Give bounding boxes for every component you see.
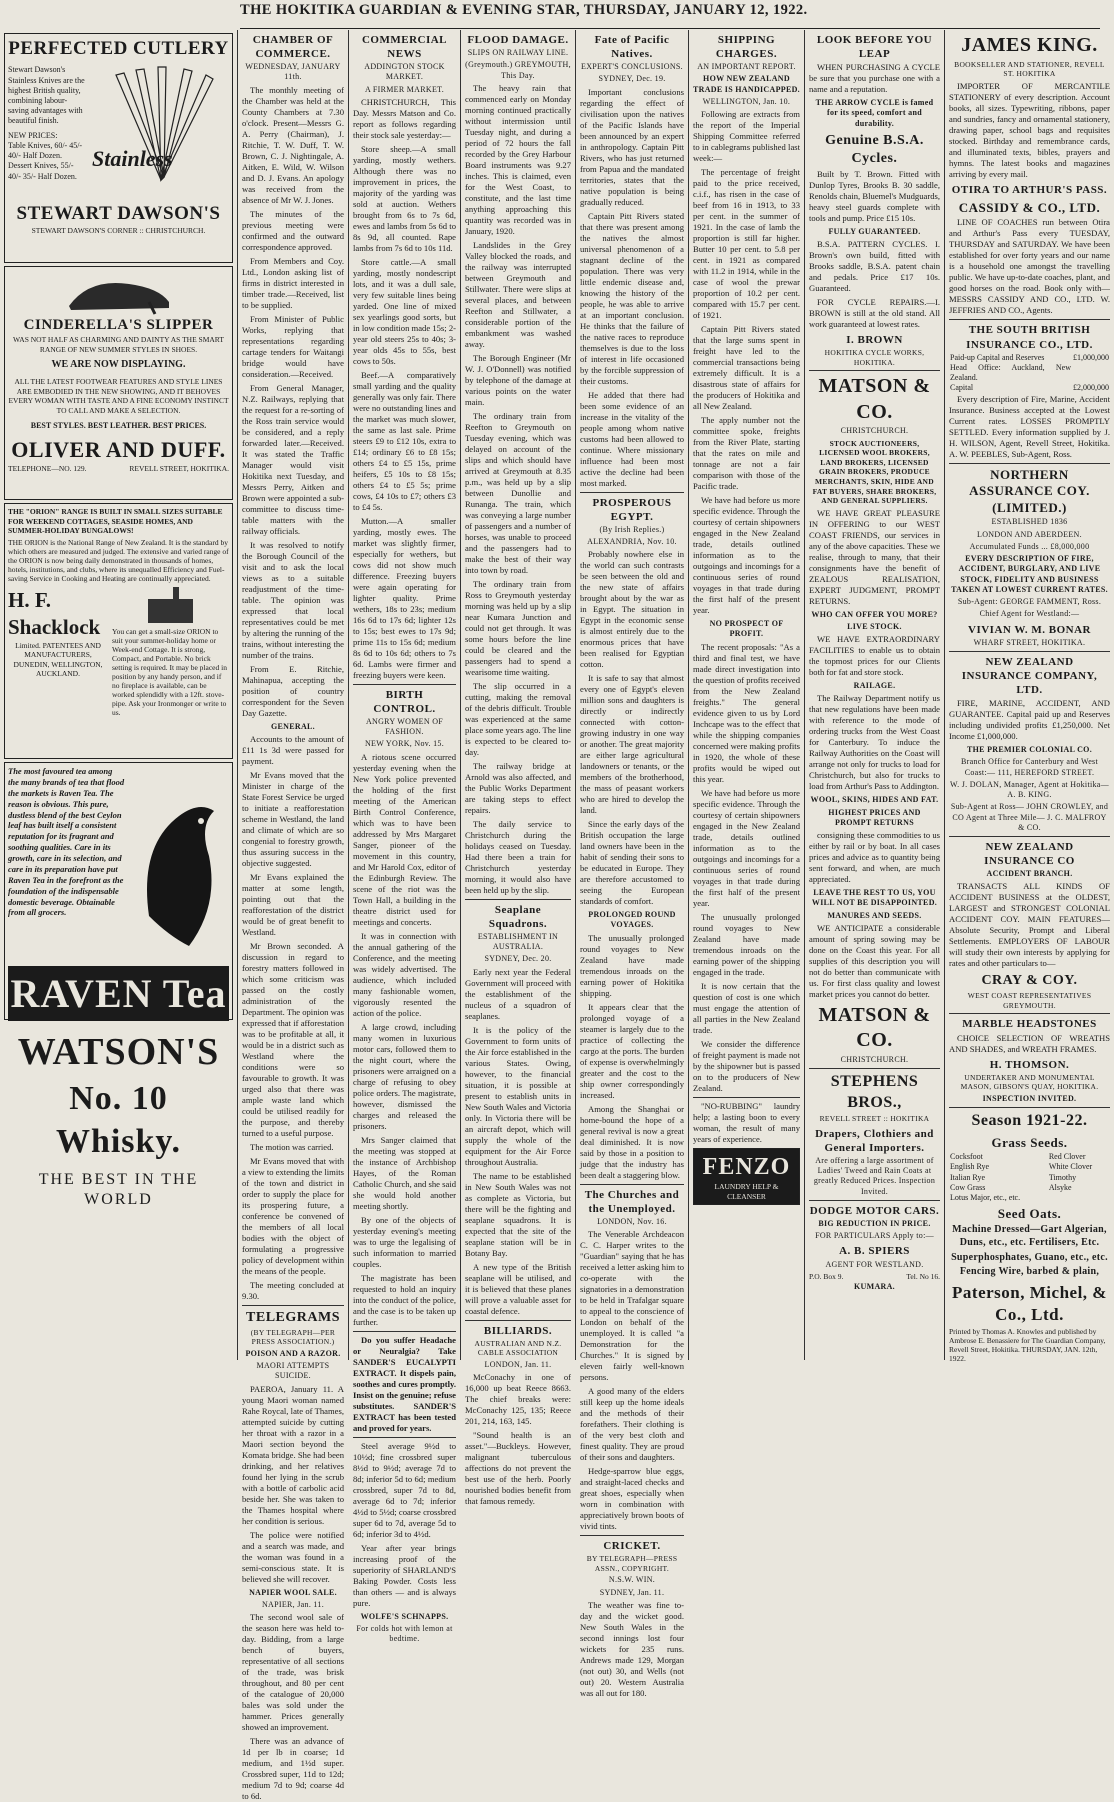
chamber-p3: From Members and Coy. Ltd., London asking list of firms in district interested in timber trade.—Received, list to be supplied. <box>242 255 344 310</box>
spiers-tel: Tel. No 16. <box>906 1271 940 1281</box>
sb-row1-label: Head Office: Auckland, New Zealand. <box>950 362 1071 383</box>
birth-p2: It was in connection with the annual gathering of the Conference, and the meeting was widely advertised. The audience, which included many fashionable women, vigorously resented the action of the police. <box>353 930 456 1018</box>
northern-subagent: Sub-Agent: GEORGE FAMMENT, Ross. <box>957 597 1102 607</box>
cassidy-name: CASSIDY & CO., LTD. <box>958 199 1101 215</box>
commercial-heading: COMMERCIAL NEWS <box>361 34 448 61</box>
grass-seeds-heading: Grass Seeds. <box>991 1134 1068 1150</box>
seaplane-p1: Early next year the Federal Government will proceed with the establishment of the nucleus of a squadron of seaplanes. <box>465 966 571 1021</box>
cricket-p1: The weather was fine to-day and the wicket good. New South Wales in the second innings lost four wickets for 235 runs. Andrews made 129, Morgan (not out) 30, and Wells (not out) 20. Western Australia was all out for 180. <box>580 1599 684 1698</box>
billiards-date: LONDON, Jan. 11. <box>484 1359 552 1369</box>
sb-row2-label: Capital <box>950 383 974 393</box>
new-york-date: NEW YORK, Nov. 15. <box>364 739 445 749</box>
look-text: WHEN PURCHASING A CYCLE be sure that you purchase one with a name and a reputation. <box>809 62 940 95</box>
churches-p3: Hedge-sparrow blue eggs, and straight-laced checks and great shoes, especially when worn in combination with appreciatively brown boots of vivid tints. <box>580 1466 684 1532</box>
shacklock-text: You can get a small-size ORION to suit your summer-holiday home or Week-end Cottage. It is strong, Compact, and Portable. No brick setting is required. It may be placed in position by any handy person, and if no fireplace is available, can be worked splendidly with a 12ft. stove-pipe. Ask your Ironmonger or write to us. <box>112 626 227 717</box>
commercial-p2: Store sheep.—A small yarding, mostly wethers. Although there was no improvement in prices, the majority of the yarding was sold at auction. Wethers brought from 6s to 7s 6d, ewes and lambs from 5s 6d to 8s 9d, all counted. Rape lambs from 7s 6d to 10s 11d. <box>353 143 456 253</box>
sanders-ad: Do you suffer Headache or Neuralgia? Take SANDER'S EUCALYPTI EXTRACT. It dispels pain, soothes and cures promptly. Insist on the genuine; refuse substitutes. SANDER'S EXTRACT has been tested and proved for years. <box>353 1334 456 1433</box>
column-pacific <box>576 30 688 1698</box>
shipping-p8: The unusually prolonged round voyages to New Zealand have made tremendous inroads on the earning power of the shipping engaged in the trade. <box>693 911 800 977</box>
egypt-p5: It appears clear that the prolonged voyage of a steamer is largely due to the practice of collecting the cargo at the ports. The burden of expense is overwhelmingly greater and the cost to the ship owner correspondingly increased. <box>580 1001 684 1100</box>
orion-text: THE ORION is the National Range of New Zealand. It is the standard by which others are measured and judged. The extensive and varied range of the ORION is now being daily demonstrated in thousands of homes, hotels, institutions, and clubs, where its unequalled Efficiency and Fuel-saving Service in Cooking and Heating are continually appreciated. <box>8 537 229 583</box>
reduction-text: BIG REDUCTION IN PRICE. <box>818 1218 931 1228</box>
northern-funds: Accumulated Funds ... £8,000,000 <box>969 541 1090 551</box>
stephens-name: STEPHENS BROS., <box>830 1073 919 1111</box>
bsa-text: Built by T. Brown. Fitted with Dunlop Tyres, Brooks B. 30 saddle, Renolds chain, Bluemel's Mudguards, heavy steel guards complete with tools and pump. Price £15 10s. <box>809 168 940 223</box>
chamber-p4: From Minister of Public Works, replying that representations regarding cartage tenders for Waitangi bridge would have consideration.—Received. <box>242 313 344 379</box>
shipping-p9: It is now certain that the question of cost is one which must engage the attention of all parties in the New Zealand trade. <box>693 980 800 1035</box>
chamber-p8: Accounts to the amount of £11 1s 3d were passed for payment. <box>242 733 344 766</box>
shipping-p4: The apply number not the committee spoke, freights from the River Plate, starting that the rates on mile and tonnage are not a fair comparison with those of the Pacific trade. <box>693 415 800 492</box>
king-sub: BOOKSELLER AND STATIONER, REVELL ST. HOKITIKA <box>954 59 1105 79</box>
cinderella-ad <box>4 266 233 500</box>
telegrams-heading: TELEGRAMS <box>246 1309 340 1325</box>
seed-r4-c1 <box>1048 1193 1110 1203</box>
fenzo-logo: FENZO <box>702 1153 791 1180</box>
oliver-telephone: TELEPHONE—NO. 129. <box>8 463 87 473</box>
angry-women-heading: ANGRY WOMEN OF FASHION. <box>365 717 444 737</box>
arrow-cycle: THE ARROW CYCLE is famed for its speed, comfort and durability. <box>815 98 934 128</box>
pacific-p3: He added that there had been some evidence of an increase in the vitality of the people among whom native customs had been allowed to continue. Where missionary influence had been most active the decline had been most marked. <box>580 389 684 488</box>
raven-tea-ad <box>4 762 233 1020</box>
flood-p7: The railway bridge at Arnold was also affected, and the Public Works Department are taking steps to effect repairs. <box>465 760 571 815</box>
commercial-sub: ADDINGTON STOCK MARKET. <box>364 62 445 82</box>
shacklock-name: H. F. Shacklock <box>8 587 101 639</box>
spiers-box: P.O. Box 9. <box>809 1271 844 1281</box>
stove-illustration <box>143 587 198 627</box>
seed-r1-c0: English Rye <box>950 1162 990 1172</box>
napier-p2: There was an advance of 1d per lb in coarse; 1d medium, and 1½d super. Crossbred super, 11d to 12d; medium 7d to 9d; coarse 4d to 6d. <box>242 1736 344 1802</box>
fully-guaranteed: FULLY GUARANTEED. <box>828 226 921 236</box>
thomson-name: H. THOMSON. <box>989 1058 1070 1071</box>
accident-branch: ACCIDENT BRANCH. <box>986 869 1073 879</box>
egypt-sub: (By Irish Replies.) <box>599 524 665 534</box>
fenzo-sub: LAUNDRY HELP & CLEANSER <box>714 1182 779 1201</box>
egypt-p6: Among the Shanghai or home-bound the hope of a general revival is now a great deal diminished. It is now said by those in a position to judge that the industry has been dealt a staggering blow. <box>580 1103 684 1180</box>
birth-p5: By one of the objects of yesterday evening's meeting was to urge the legalising of such information to married couples. <box>353 1214 456 1269</box>
raven-tea-logo: RAVEN Tea <box>8 966 229 1021</box>
matson-text: STOCK AUCTIONEERS, LICENSED WOOL BROKERS, LAND BROKERS, LICENSED GRAIN BROKERS, PRODUCE MERCHANTS, SKIN, HIDE AND FAT BUYERS, SHARE BROKERS, AND GENERAL SUPPLIERS. <box>812 438 937 506</box>
otira-heading: OTIRA TO ARTHUR'S PASS. <box>951 183 1108 196</box>
birth-control-heading: BIRTH CONTROL. <box>373 688 436 715</box>
gray-sub: WEST COAST REPRESENTATIVES GREYMOUTH. <box>967 991 1092 1010</box>
look-heading: LOOK BEFORE YOU LEAP <box>816 34 933 61</box>
drapers-heading: Drapers, Clothiers and General Importers. <box>815 1127 934 1154</box>
chamber-p12: The motion was carried. <box>250 1141 334 1152</box>
northern-heading: NORTHERN ASSURANCE COY. (LIMITED.) <box>969 466 1090 515</box>
shacklock-sub: Limited. PATENTEES AND MANUFACTURERS, DUNEDIN, WELLINGTON, AUCKLAND. <box>13 640 103 679</box>
cutlery-price-0: NEW PRICES: <box>8 130 58 140</box>
flood-p8: The daily service to Christchurch during the holidays ceased on Tuesday. Had there been a train for Christchurch yesterday morning, it would also have been held up by the slip. <box>465 818 571 895</box>
shipping-heading: SHIPPING CHARGES. <box>715 34 778 61</box>
slipper-illustration <box>59 270 179 316</box>
masthead: THE HOKITIKA GUARDIAN & EVENING STAR, THURSDAY, JANUARY 12, 1922. <box>240 2 1100 29</box>
chamber-p7: From E. Ritchie, Mahinapua, accepting the position of country correspondent for the Seven Day Gazette. <box>242 663 344 718</box>
shipping-p5: We have had before us more specific evidence. Through the courtesy of certain shipowners engaged in the New Zealand trade, details outlined information as to the outgoings and incomings for a continuous series of round voyages in that trade during the first half of the present year. <box>693 495 800 616</box>
cutlery-title: PERFECTED CUTLERY <box>8 38 229 59</box>
cinderella-line: WAS NOT HALF AS CHARMING AND DAINTY AS THE SMART RANGE OF NEW SUMMER STYLES IN SHOES. <box>13 335 224 354</box>
egypt-p4: The unusually prolonged round voyages to New Zealand have made tremendous inroads on the earning power of Hokitika shipping. <box>580 932 684 998</box>
brown-name: I. BROWN <box>846 333 903 346</box>
chamber-p10: Mr Evans explained the matter at some length, pointing out that the reafforestation of the district would be of great benefit to Westland. <box>242 871 344 937</box>
printer-imprint: Printed by Thomas A. Knowles and published by Ambrose E. Benassiere for The Guardian Company, Revell Street, Hokitika. THURSDAY, JAN. 12th, 1922. <box>949 1326 1106 1363</box>
napier-date: NAPIER, Jan. 11. <box>261 1599 325 1609</box>
bsa-fittings: B.S.A. PATTERN CYCLES. I. Brown's own build, fitted with Brooks saddle, B.S.A. patent chain and pedals. Price £17 10s. Guaranteed. <box>809 238 940 293</box>
chamber-p6: It was resolved to notify the Borough Council of the visit and to ask the local views as to a suitable readjustment of the time-table. The opinion was expressed that local representatives could be met by altering the running of the trains, without interesting the number of the trains. <box>242 539 344 660</box>
nz-insurance-title: NEW ZEALAND INSURANCE COMPANY, LTD. <box>961 655 1098 697</box>
marble-text: CHOICE SELECTION OF WREATHS AND SHADES, and WREATH FRAMES. <box>949 1032 1110 1054</box>
seaplane-sub: ESTABLISHMENT IN AUSTRALIA. <box>477 931 559 952</box>
billiards-sub: AUSTRALIAN AND N.Z. CABLE ASSOCIATION <box>474 1338 562 1358</box>
chamber-heading: CHAMBER OF COMMERCE. <box>252 34 334 61</box>
transacts-text: TRANSACTS ALL KINDS OF ACCIDENT BUSINESS at the OLDEST, LARGEST and STRONGEST COLONIAL ACCIDENT COY. MAIN FEATURES—Absolute Security, Prompt and Liberal Settlements. EMPLOYERS OF LABOUR will study their own interests by applying for rates and other particulars to— <box>949 881 1110 969</box>
column-ads-right <box>945 30 1114 1363</box>
vivian-sub: WHARF STREET, HOKITIKA. <box>973 637 1086 647</box>
commercial-p1: CHRISTCHURCH, This Day. Messrs Matson and Co. report as follows regarding their stock sale yesterday:— <box>353 96 456 140</box>
flood-p1: The heavy rain that commenced early on Monday morning continued practically without intermission until Tuesday night, and during a period of 72 hours the fall recorded by the Grey Harbour Board instruments was 9.27 inches. This is claimed, even for the West Coast, to constitute, and the last time anything approaching this quantity was recorded was in January, 1920. <box>465 82 571 236</box>
chamber-p2: The minutes of the previous meeting were confirmed and the outward correspondence approved. <box>242 208 344 252</box>
pacific-sub: EXPERT'S CONCLUSIONS. <box>581 62 683 72</box>
orion-title: THE "ORION" RANGE IS BUILT IN SMALL SIZES SUITABLE FOR WEEKEND COTTAGES, SEASIDE HOMES, AND SUMMER-HOLIDAY BUNGALOWS! <box>8 507 223 536</box>
northern-established: ESTABLISHED 1836 <box>991 517 1068 527</box>
fencing-text: Fencing Wire, barbed & plain, <box>959 1266 1100 1278</box>
pacific-p2: Captain Pitt Rivers stated that there was present among the natives the almost universal phenomenon of a stagnant decline of the population. There was very little endemic disease and, knowing the history of the people, he was able to arrive at an important conclusion. He thinks that the failure of the native races to reproduce themselves is due to the loss of interest in life occasioned by the forcible suppression of their customs. <box>580 210 684 386</box>
highest-heading: HIGHEST PRICES AND PROMPT RETURNS <box>828 807 921 827</box>
cinderella-title: CINDERELLA'S SLIPPER <box>23 317 214 333</box>
churches-p2: A good many of the elders still keep up the home ideals and the methods of their forefathers. Their clothing is of the very best cloth and finest quality. They are proud of their sons and daughters. <box>580 1386 684 1463</box>
nz-insurance-text: FIRE, MARINE, ACCIDENT, AND GUARANTEE. Capital paid up and Reserves including undivided profits £1,250,000. Net Income £1,000,000. <box>949 698 1110 742</box>
flood-p3: The Borough Engineer (Mr W. J. O'Donnell) was notified by telephone of the damage at various points on the water main. <box>465 352 571 407</box>
column-flood <box>461 30 575 1507</box>
general-heading: GENERAL. <box>271 721 315 731</box>
wolfe-sub: For colds hot with lemon at bedtime. <box>356 1623 453 1644</box>
manure-heading: MANURES AND SEEDS. <box>827 910 922 920</box>
cutlery-text: Stewart Dawson's Stainless Knives are the highest British quality, combining labour-saving advantages with beautiful finish. <box>8 65 85 126</box>
cutlery-price-2: Dessert Knives, 55/- 40/- 35/- Half Dozen. <box>8 161 77 181</box>
shipping-p2: The percentage of freight paid to the price received, c.i.f., has risen in the case of beef from 16 in 1913, to 33 per cent. in the summer of 1921. In the case of lamb the proportion is still far higher. Butter 10 per cent. to 5.8 per cent. in 1921 as compared with 11.2 in 1914, while in the case of wool the prewar proportion of 10.2 per cent. compared with 15.7 per cent. of 1921. <box>693 167 800 321</box>
birth-p4: Mrs Sanger claimed that the meeting was stopped at the instance of Archbishop Hayes, of the Roman Catholic Church, and she said she would hold another meeting shortly. <box>353 1134 456 1211</box>
matson-name-2: MATSON & CO. <box>818 1003 931 1052</box>
prolonged-heading: PROLONGED ROUND VOYAGES. <box>588 910 676 930</box>
buckley-ad: "Sound health is an asset."—Buckleys. However, malignant tuberculous affections do not prevent the best use of the herb. Poorly nourished bodies benefit from that famous remedy. <box>465 1430 571 1507</box>
repairs-text: FOR CYCLE REPAIRS.—I. BROWN is still at the old stand. All work guaranteed at lowest rates. <box>809 296 940 329</box>
wool-prices: Steel average 9½d to 10½d; fine crossbred super 8½d to 9½d; average 7d to 8d; inferior 5d to 6d; medium crossbred, super 7d to 8d, average 6d to 7d; inferior 4½d to 5½d; coarse crossbred super 6d to 7d, average 5d to 6d; inferior 3d to 4½d. <box>353 1440 456 1539</box>
churches-p1: The Venerable Archdeacon C. C. Harper writes to the "Guardian" saying that he has received a letter asking him to co-operate with the signatories in a demonstration to be held in Trafalgar square to appeal to the conscience of London on behalf of the unemployed. It is called "a Demonstration for the Churches." It is signed by eleven fairly well-known persons. <box>580 1229 684 1383</box>
paterson-name: Paterson, Michel, & Co., Ltd. <box>952 1283 1107 1324</box>
churches-heading: The Churches and the Unemployed. <box>584 1188 680 1215</box>
cutlery-price-1: Table Knives, 60/- 45/- 40/- Half Dozen. <box>8 140 83 161</box>
billiards-p1: McConachy in one of 16,000 up beat Reece 8663. The chief breaks were: McConachy 125, 135; Reece 201, 214, 163, 145. <box>465 1372 571 1427</box>
matson-pleasure: WE HAVE GREAT PLEASURE IN OFFERING to our WEST COAST FRIENDS, our services in any of the above capacities. These we realise, through to many, that their consignments have the benefit of ZEALOUS REALISATION, EXPERT JUDGMENT, PROMPT RETURNS. <box>809 507 940 606</box>
stewart-sub: STEWART DAWSON'S CORNER :: CHRISTCHURCH. <box>31 226 206 236</box>
fenzo-ad <box>693 1148 800 1206</box>
northern-chief: Chief Agent for Westland:— <box>979 609 1080 619</box>
leave-text: LEAVE THE REST TO US, YOU WILL NOT BE DISAPPOINTED. <box>811 888 938 908</box>
egypt-date: ALEXANDRIA, Nov. 10. <box>587 537 677 547</box>
napier-p1: The second wool sale of the season here was held to-day. Bidding, from a large bench of buyers, representative of all sections of the trade, was brisk throughout, and 80 per cent of the catalogue of 20,000 bales was sold under the hammer. Prices generally showed an improvement. <box>242 1612 344 1733</box>
cassidy-text: LINE OF COACHES run between Otira and Arthur's Pass every TUESDAY, THURSDAY and SATURDAY. We have been established for over forty years and our name is a household one amongst the travelling public. We have up-to-date coaches, plant, and good horses on the road. Book only with— MESSRS CASSIDY AND CO., LTD. W. JEFFRIES AND CO., Agents. <box>949 217 1110 316</box>
seed-r3-c0: Cow Grass <box>950 1182 986 1192</box>
churches-date: LONDON, Nov. 16. <box>597 1216 667 1226</box>
column-ads-left <box>0 30 237 1360</box>
birth-p3: A large crowd, including many women in luxurious motor cars, followed them to the night court, where the prisoners were arraigned on a charge of refusing to obey police orders. The magistrate, however, dismissed the charges and released the prisoners. <box>353 1021 456 1131</box>
seaplane-p2: It is the policy of the Government to form units of the Air force established in the various States. Owing, however, to the financial situation, it is possible at present to establish units in New South Wales and Victoria only. In Victoria there will be an aircraft depot, which will supply the whole of the equipment for the Air Force throughout Australia. <box>465 1024 571 1167</box>
inspection-text: INSPECTION INVITED. <box>982 1093 1077 1103</box>
commercial-p4: Beef.—A comparatively small yarding and the quality generally was only fair. There were no outstanding lines and the market was much slower, the same as last sale. Prime steers £9 to £12 10s, extra to £14; ordinary £6 to £8 15s; others £4 to £5 15s, prime heifers, £5 10s to £8 15s; others £4 to £5 5s; prime cows, £4 10s to £7; others £3 to £4 5s. <box>353 369 456 512</box>
column-chamber <box>238 30 348 1802</box>
egypt-p1: Probably nowhere else in the world can such contrasts be seen between the old and the new state of affairs brought about by the war as in Egypt. The situation in Egypt in the economic sense is almost entirely due to the enormous prices that have been realised for Egyptian cotton. <box>580 549 684 670</box>
matson-name: MATSON & CO. <box>818 375 931 423</box>
chamber-p14: The meeting concluded at 9.30. <box>242 1279 344 1301</box>
matson-city: CHRISTCHURCH. <box>840 426 909 436</box>
sb-row2-value: £2,000,000 <box>1073 383 1109 393</box>
flood-p6: The slip occurred in a cutting, making the removal of the debris difficult. Trouble was experienced at the same place some years ago. The line is expected to be cleared to-day. <box>465 680 571 757</box>
shipping-p6: The recent proposals: "As a third and final test, we have made direct investigation into the question of profits received from the New Zealand freights." The general evidence given to us by Lord Inchcape was to the effect that while the shipping companies concerned were making profits in 1920, the whole of these profits would be wiped out this year. <box>693 641 800 784</box>
seed-r2-c1: Timothy <box>1048 1172 1077 1182</box>
shipping-sub2: HOW NEW ZEALAND TRADE IS HANDICAPPED. <box>693 74 800 94</box>
railage-heading: RAILAGE. <box>853 681 896 691</box>
flood-p4: The ordinary train from Reefton to Greymouth on Tuesday evening, which was delayed on account of the slips and which should have arrived at Greymouth at 8.35 p.m., was held up by a slip between Dunollie and Runanga. The train, which was conveying a large number of passengers and a number of horses, was unable to proceed and the passengers had to make the best of their way into town by road. <box>465 410 571 575</box>
king-name: JAMES KING. <box>961 34 1098 56</box>
sb-row0-value: £1,000,000 <box>1073 352 1109 362</box>
oliver-address: REVELL STREET, HOKITIKA. <box>129 463 229 473</box>
egypt-p3: Since the early days of the British occupation the large land owners have been in the habit of sending their sons to be educated in Europe. They are therefore accustomed to seeing the European standards of comfort. <box>580 819 684 907</box>
footwear-text: ALL THE LATEST FOOTWEAR FEATURES AND STYLE LINES ARE EMBODIED IN THE NEW SHOWING, AND IT BEHOVES EVERY WOMAN WITH TASTE AND A FINE ECONOMY INSTINCT TO CALL AND MAKE A SELECTION. <box>8 377 229 415</box>
displaying-text: WE ARE NOW DISPLAYING. <box>51 359 186 371</box>
bsa-heading: Genuine B.S.A. Cycles. <box>825 132 924 166</box>
stephens-address: REVELL STREET :: HOKITIKA <box>819 1114 930 1124</box>
pacific-p1: Important conclusions regarding the effect of civilisation upon the natives of the Pacific Islands have been announced by an expert in anthropology. Captain Pitt Rivers, who has just returned from Papua and the mandated territories, states that the native population is being gradually reduced. <box>580 86 684 207</box>
grass-seeds-table <box>949 1152 1110 1203</box>
watsons-name: WATSON'S <box>17 1031 220 1073</box>
best-line: BEST STYLES. BEST LEATHER. BEST PRICES. <box>30 420 207 430</box>
super-text: Superphosphates, Guano, etc., etc. <box>951 1251 1108 1263</box>
seed-oats-heading: Seed Oats. <box>997 1206 1062 1222</box>
stainless-wordmark: Stainless <box>92 146 173 172</box>
particulars-text: FOR PARTICULARS Apply to:— <box>815 1231 934 1241</box>
seed-r0-c0: Cocksfoot <box>950 1152 983 1162</box>
south-british-table <box>949 353 1110 394</box>
shipping-p7: We have had before us more specific evidence. Through the courtesy of certain shipowners engaged in the New Zealand trade, details outlined information as to the outgoings and incomings for a continuous series of round voyages in that trade during the first half of the present year. <box>693 787 800 908</box>
seaplane-p3: The name to be established in New South Wales was not as complete as Victoria, but there will be the fighting and seaplane squadrons. It is expected that the site of the seaplane station will be in Botany Bay. <box>465 1170 571 1258</box>
thomson-sub: UNDERTAKER AND MONUMENTAL MASON, GIBSON'S QUAY, HOKITIKA. <box>960 1072 1099 1092</box>
chamber-date: WEDNESDAY, JANUARY 11th. <box>245 62 341 82</box>
chamber-p11: Mr Brown seconded. A discussion in regard to forestry matters followed in which some criticism was passed on the costly administration of the Department. The opinion was expressed that if afforestation was to be profitable at all, it would be in a district such as Westland where the conditions were so favourable to growth. It was urged also that there was ample waste land which could be utilised readily for the purpose, and thereby turned to a useful purpose. <box>242 940 344 1138</box>
commercial-p3: Store cattle.—A small yarding, mostly nondescript lots, and it was a dull sale, very few suitable lines being yarded. One line of mixed sex yearlings good sorts, but in low condition made 15s; 2-year old steers 25s to 40s; 3-year olds 45s to 55s, best cows to 50s. <box>353 256 456 366</box>
matson-who: WHO CAN OFFER YOU MORE? <box>811 609 938 619</box>
egypt-p2: It is safe to say that almost every one of Egypt's eleven million sons and daughters is directly or indirectly connected with cotton-growing industry in one way or another. The great majority are either large agricultural landowners or tenants, or the members of the brotherhood, the mass of peasant workers who are hired to develop the land. <box>580 673 684 816</box>
cricket-sub: BY TELEGRAPH—PRESS ASSN., COPYRIGHT. <box>586 1554 678 1573</box>
northern-london: LONDON AND ABERDEEN. <box>977 529 1082 539</box>
cricket-heading: CRICKET. <box>603 1540 661 1553</box>
spiers-town: KUMARA. <box>854 1282 895 1292</box>
chamber-p9: Mr Evans moved that the Minister in charge of the State Forest Service be urged to initiate a reafforestation scheme in Westland, the land and climate of which are so congenial to forestry growth, thus assuring success in the objective suggested. <box>242 769 344 868</box>
spiers-sub: AGENT FOR WESTLAND. <box>825 1259 924 1269</box>
shipping-p3: Captain Pitt Rivers stated that the large sums spent in freight have led to the commercial transactions being extremely difficult. It is a disastrous state of affairs for the producers of Hokitika and all New Zealand. <box>693 324 800 412</box>
sharland-ad: Year after year brings increasing proof of the superiority of SHARLAND'S Baking Powder. Costs less than others — and is always pure. <box>353 1542 456 1608</box>
column-ads-middle <box>805 30 944 1360</box>
chamber-p13: Mr Evans moved that with a view to extending the limits of the town and district in order to supply the place for its prospering future, a conference be convened of the members of all local bodies with the object of formulating a progressive policy of development within the means of the people. <box>242 1155 344 1276</box>
railage-text: The Railway Department notify us that new regulations have been made with reference to the mode of ordering trucks from the West Coast for Canterbury. To induce the Railway Authorities on the Coast will arrange not only for trucks to load for Christchurch, but also for trucks to load from Arthur's Pass to Addington. <box>809 693 940 792</box>
premier-text: THE PREMIER COLONIAL CO. <box>967 745 1092 755</box>
seed-r3-c1: Alsyke <box>1048 1182 1072 1192</box>
seaplane-heading: Seaplane Squadrons. <box>488 903 548 930</box>
column-commercial <box>349 30 460 1644</box>
flood-sub: SLIPS ON RAILWAY LINE. <box>467 48 569 58</box>
firmer-heading: A FIRMER MARKET. <box>364 84 445 94</box>
shipping-p1: Following are extracts from the report of the Imperial Shipping Committee referred to in cablegrams published last week:— <box>693 109 800 164</box>
highest-text: consigning these commodities to us either by rail or by boat. In all cases prices and advice as to quantity being sent forward, and when, are much appreciated. <box>809 830 940 885</box>
poison-heading: POISON AND A RAZOR. <box>245 1348 341 1358</box>
column-shipping <box>689 30 804 1360</box>
live-stock-text: WE HAVE EXTRAORDINARY FACILITIES to enable us to obtain the topmost prices for our Clients both for fat and store stock. <box>809 634 940 678</box>
sb-row0-label: Paid-up Capital and Reserves <box>950 352 1045 362</box>
manure-text: WE ANTICIPATE a considerable amount of spring sowing may be done on the Coast this year. For all supplies of this description you will not do better than communicate with us. For first class quality and lowest market prices you cannot do better. <box>809 922 940 999</box>
commercial-p5: Mutton.—A smaller yarding, mostly ewes. The market was slightly firmer, especially for wethers, but cows did not show much difference. Freezing buyers were again operating for lighter quality. Prime wethers, 18s to 23s; medium 16s 6d to 17s 6d; lighter 12s to 15s; best ewes to 17s 9d; prime 11s to 15s 6d; medium 8s 6d to 10s 6d; others to 7s 6d. Lambs were firmer and freezing buyers were keen. <box>353 515 456 680</box>
norubbing-ad: "NO-RUBBING" laundry help; a lasting boon to every woman, the result of many years of experience. <box>693 1100 800 1144</box>
dolan-text: W. J. DOLAN, Manager, Agent at Hokitika— A. B. KING. <box>950 779 1109 800</box>
machine-text: Machine Dressed—Gart Algerian, Duns, etc., etc. Fertilisers, Etc. <box>952 1223 1107 1248</box>
king-text: IMPORTER OF MERCANTILE STATIONERY of every description. Account books, all sizes. Typewriting, ribbons, paper and sundries, fancy and ornamental stationery, drawing paper, school bags and requisites stocked. Birthday and remembrance cards, and illuminated texts, bibles, prayers and hymns. The latest books and magazines arriving by every mail. <box>949 80 1110 179</box>
seed-r1-c1: White Clover <box>1048 1162 1093 1172</box>
flood-date: (Greymouth.) GREYMOUTH, This Day. <box>465 60 571 80</box>
watsons-ad <box>4 1028 233 1211</box>
seed-r4-c0: Lotus Major, etc., etc. <box>950 1193 1021 1203</box>
flood-p2: Landslides in the Grey Valley blocked the roads, and the railway was interrupted between Greymouth and Stillwater. There were slips at several places, and between Reefton and Stillwater, a considerable portion of the embankment was washed away. <box>465 239 571 349</box>
billiards-heading: BILLIARDS. <box>483 1324 553 1337</box>
sb-row1-value <box>1072 363 1110 383</box>
crowley-text: Sub-Agent at Ross— JOHN CROWLEY, and CO Agent at Three Mile— J. C. MALFROY & CO. <box>950 802 1109 832</box>
seed-r2-c0: Italian Rye <box>950 1172 985 1182</box>
cricket-date: SYDNEY, Jan. 11. <box>599 1587 665 1597</box>
stewart-dawson: STEWART DAWSON'S <box>16 202 221 224</box>
south-british-heading: THE SOUTH BRITISH INSURANCE CO., LTD. <box>966 324 1093 351</box>
orion-ad <box>4 503 233 759</box>
shipping-sub: AN IMPORTANT REPORT. <box>697 62 796 72</box>
drapers-text: Are offering a large assortment of Ladies' Tweed and Rain Coats at greatly Reduced Prices. Inspection Invited. <box>813 1155 936 1196</box>
pacific-date: SYDNEY, Dec. 19. <box>598 74 666 84</box>
shipping-date: WELLINGTON, Jan. 10. <box>702 96 791 106</box>
raven-bird-illustration <box>129 766 229 966</box>
cricket-sub2: N.S.W. WIN. <box>608 1575 656 1585</box>
live-stock-heading: LIVE STOCK. <box>847 621 902 631</box>
birth-p1: A riotous scene occurred yesterday evening when the New York police prevented the holding of the first meeting of the American Birth Control Conference, which was to have been addressed by Mrs Margaret Sanger, pioneer of the movement in this country, and Mr Harold Cox, editor of the Edinburgh Review. The scene of the riot was the Town Hall, a building in the theatre district used for meetings and concerts. <box>353 751 456 927</box>
dodge-heading: DODGE MOTOR CARS. <box>809 1204 940 1217</box>
egypt-heading: PROSPEROUS EGYPT. <box>592 496 672 523</box>
seed-r0-c1: Red Clover <box>1048 1152 1086 1162</box>
marble-heading: MARBLE HEADSTONES <box>962 1018 1097 1031</box>
watsons-best: THE BEST IN THE WORLD <box>38 1170 199 1209</box>
seaplane-p4: A new type of the British seaplane will be utilised, and it is believed that these planes will prove a valuable asset for coastal defence. <box>465 1261 571 1316</box>
shipping-p10: We consider the difference of freight payment is made not by the shipowner but is passed on to the producers of New Zealand. <box>693 1038 800 1093</box>
south-british-text: Every description of Fire, Marine, Accident Insurance. Business accepted at the Lowest Current rates. LOSSES PROMPTLY SETTLED. Every information supplied by J. H. WILSON, Agent, Revell Street, Hokitika. A. W. PEEBLES, Sub-Agent, Ross. <box>949 393 1110 459</box>
seaplane-date: SYDNEY, Dec. 20. <box>484 954 552 964</box>
prospect-heading: NO PROSPECT OF PROFIT. <box>709 619 784 639</box>
telegrams-sub: (BY TELEGRAPH—PER PRESS ASSOCIATION.) <box>250 1327 336 1347</box>
wolfe-heading: WOLFE'S SCHNAPPS. <box>360 1611 449 1621</box>
wool-heading: WOOL, SKINS, HIDES AND FAT. <box>810 795 939 805</box>
spiers-name: A. B. SPIERS <box>839 1245 910 1258</box>
chamber-p5: From General Manager, N.Z. Railways, replying that the request for a re-sorting of the Ross train service would be considered, and a reply forwarded later.—Received. It was stated the Traffic Manager would visit Hokitika next Tuesday, and Messrs Perry, Aitken and Brown were appointed a sub-committee to discuss time-table matters with the railway officials. <box>242 382 344 536</box>
pacific-heading: Fate of Pacific Natives. <box>594 34 670 61</box>
maori-heading: MAORI ATTEMPTS SUICIDE. <box>256 1361 330 1381</box>
gray-name: CRAY & COY. <box>981 973 1078 989</box>
chamber-p1: The monthly meeting of the Chamber was held at the County Chambers at 7.30 o'clock. Present—Messrs G. A. Perry (Chairman), J. Ritchie, T. W. Duff, T. W. Brown, C. J. Nightingale, A. Aitken, E. Wild, W. Wilson and D. J. Evans. An apology was received from the absence of Mr W. J. Jones. <box>242 84 344 205</box>
poison-p1: PAEROA, January 11. A young Maori woman named Rahe Roycal, late of Thames, attempted suicide by cutting her throat with a razor in a Maori section beyond the Komata bridge. She had been drinking, and her relatives found her lying in the scrub with a bottle of carbolic acid beside her. She was taken to the Thames hospital where her condition is serious. <box>242 1383 344 1526</box>
vivian-name: VIVIAN W. M. BONAR <box>968 623 1091 636</box>
branch-text: Branch Office for Canterbury and West Coast:— 111, HEREFORD STREET. <box>960 757 1098 777</box>
birth-p6: The magistrate has been requested to hold an inquiry into the conduct of the police, and the case is to be taken up further. <box>353 1272 456 1327</box>
oliver-duff: OLIVER AND DUFF. <box>11 436 226 462</box>
matson-city-2: CHRISTCHURCH. <box>840 1055 909 1065</box>
raven-text: The most favoured tea among the many brands of tea that flood the markets is Raven Tea. The reason is obvious. This pure, dustless blend of the best Ceylon leaf has built itself a consistent reputation for its fragrant and soothing qualities. Care in its growth, care in its selection, and care in its preparation have put Raven Tea in the forefront as the foundation of the indispensable domestic beverage. Obtainable from all grocers. <box>8 766 125 918</box>
poison-p2: The police were notified and a search was made, and the woman was found in a semi-conscious state. It is believed she will recover. <box>242 1529 344 1584</box>
season-heading: Season 1921-22. <box>971 1112 1088 1130</box>
northern-every: EVERY DESCRIPTION OF FIRE, ACCIDENT, BURGLARY, AND LIVE STOCK, FIDELITY AND BUSINESS TAKEN AT LOWEST CURRENT RATES. <box>951 554 1108 594</box>
flood-p5: The ordinary train from Ross to Greymouth yesterday morning was held up by a slip near Kumara Junction and could not get through. It was some hours before the line could be cleared and the passengers had to spend a wearisome time waiting. <box>465 578 571 677</box>
flood-heading: FLOOD DAMAGE. <box>467 34 569 46</box>
napier-heading: NAPIER WOOL SALE. <box>249 1587 337 1597</box>
nz-insurance-heading: NEW ZEALAND INSURANCE CO <box>984 840 1075 868</box>
watsons-whisky: No. 10 Whisky. <box>55 1079 182 1161</box>
brown-sub: HOKITIKA CYCLE WORKS, HOKITIKA. <box>824 347 925 367</box>
cutlery-ad <box>4 33 233 263</box>
